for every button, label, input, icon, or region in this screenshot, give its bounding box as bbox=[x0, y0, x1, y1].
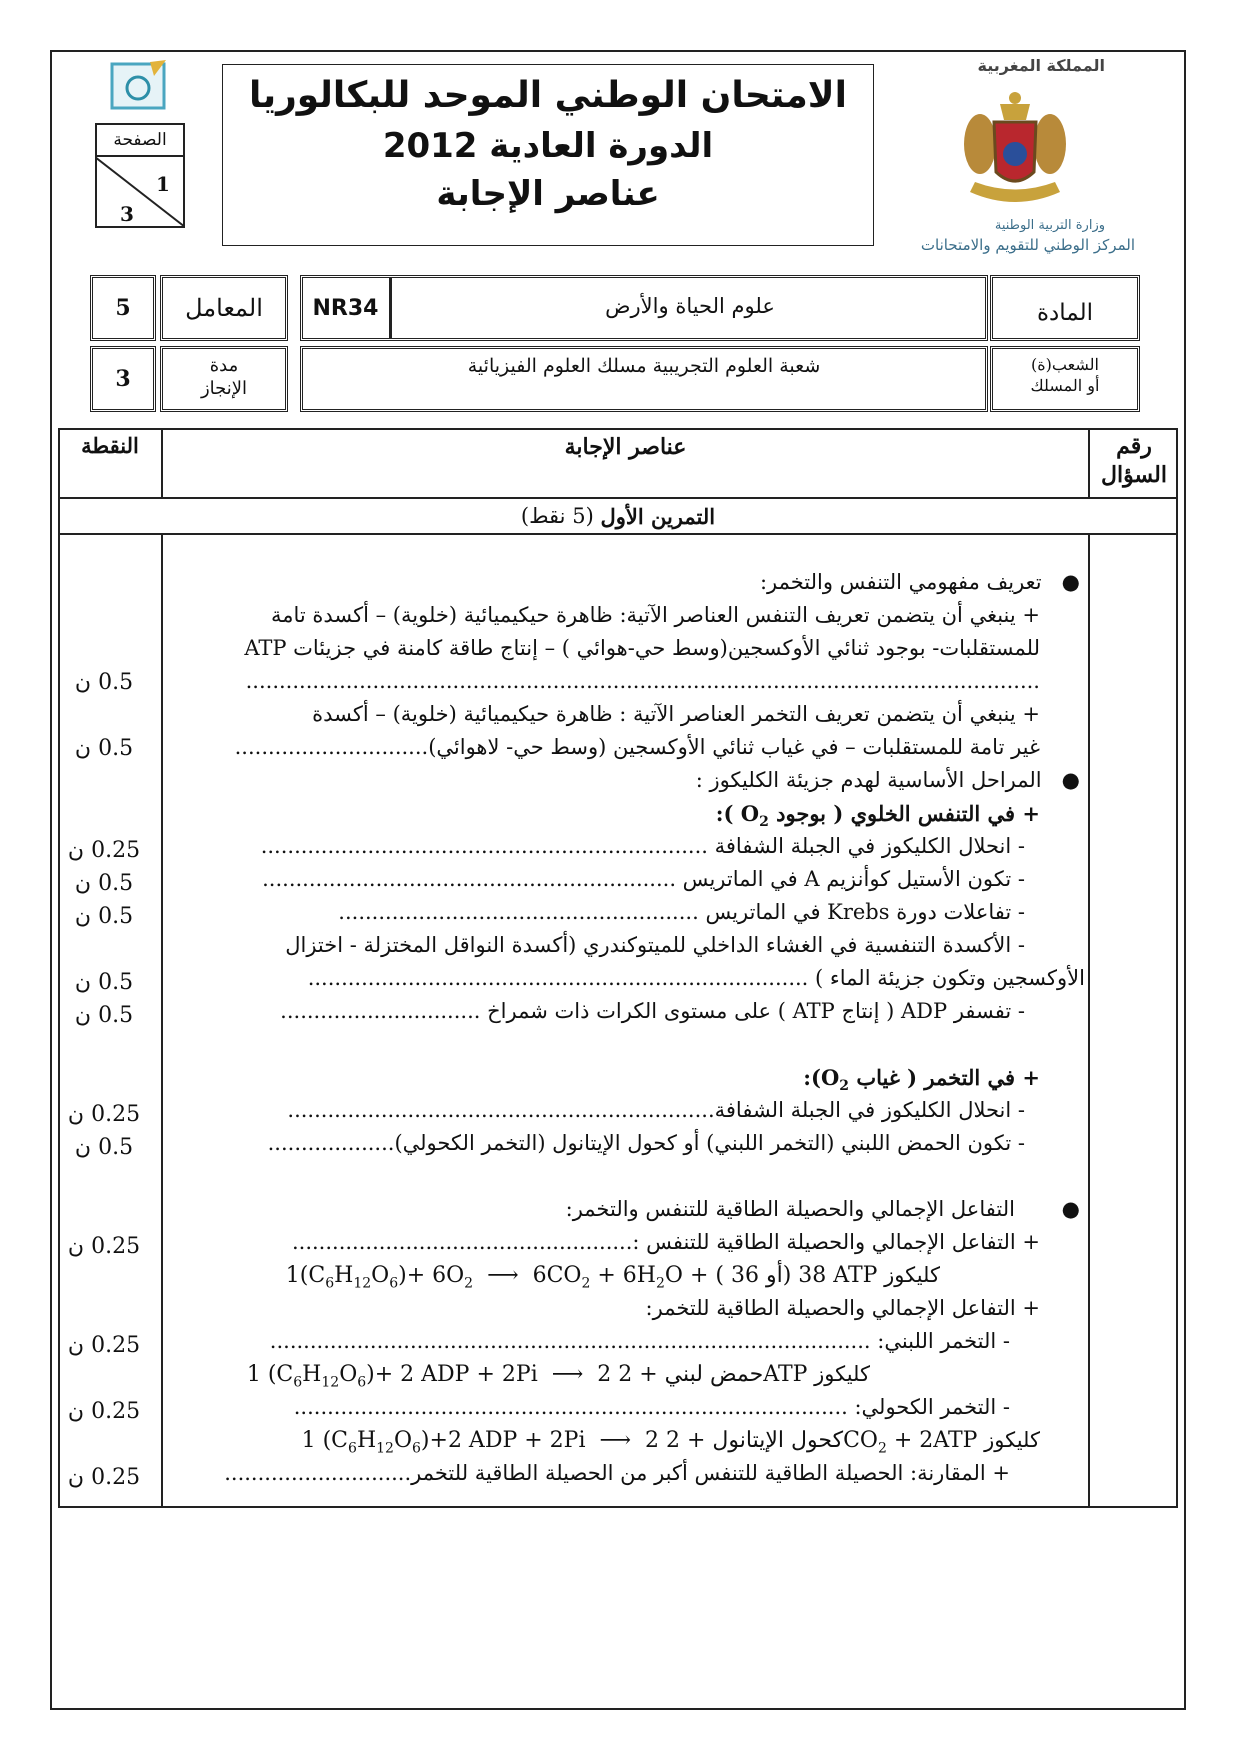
answer-content bbox=[80, 560, 1085, 1510]
coat-of-arms-icon bbox=[950, 82, 1080, 212]
page-total: 3 bbox=[120, 202, 134, 226]
line-19: - تكون الحمض اللبني (التخمر اللبني) أو كحول الإيتانول (التخمر الكحولي)................... bbox=[267, 1131, 1025, 1155]
page-diagonal bbox=[95, 157, 185, 229]
center-logo-icon bbox=[110, 58, 170, 112]
page-label: الصفحة bbox=[95, 125, 185, 157]
coef-value: 5 bbox=[90, 275, 156, 341]
branch-label bbox=[990, 346, 1140, 412]
bullet-dot-2: ● bbox=[1041, 768, 1080, 792]
score-11: 0.25 ن bbox=[67, 1399, 141, 1424]
title-line-1: الامتحان الوطني الموحد للبكالوريا bbox=[249, 75, 847, 116]
duration-label bbox=[160, 346, 288, 412]
line-27: - التخمر الكحولي: ................................................................................... bbox=[293, 1395, 1010, 1419]
equation-alcoholic bbox=[40, 1428, 1080, 1456]
score-7: 0.25 ن bbox=[67, 1102, 141, 1127]
line-16-sub: 2 bbox=[839, 1078, 850, 1095]
line-6: المراحل الأساسية لهدم جزيئة الكليكوز : bbox=[695, 768, 1042, 792]
exam-title-box bbox=[222, 64, 874, 246]
branch-value: شعبة العلوم التجريبية مسلك العلوم الفيزيائية bbox=[300, 346, 988, 412]
score-1: 0.5 ن bbox=[74, 736, 134, 761]
score-0: 0.5 ن bbox=[74, 670, 134, 695]
line-13: - الأكسدة التنفسية في الغشاء الداخلي للميتوكندري (أكسدة النواقل المختزلة - اختزال bbox=[285, 933, 1025, 957]
score-5: 0.5 ن bbox=[74, 970, 134, 995]
col-header-question-line1: رقم bbox=[1116, 433, 1152, 459]
score-9: 0.25 ن bbox=[67, 1234, 141, 1259]
line-bullet-reactions bbox=[80, 1197, 1080, 1221]
line-0: تعريف مفهومي التنفس والتخمر: bbox=[759, 570, 1042, 594]
eq3-formula: 1 $(C_6H_{12}O_6)+2$ ADP + 2Pi ⟶ 2 كحول الإيتانول + $2CO_2 + 2ATP$ bbox=[301, 1428, 978, 1457]
score-8: 0.5 ن bbox=[74, 1135, 134, 1160]
line-3: ....................................................................................................................... bbox=[245, 669, 1040, 693]
kingdom-name: المملكة المغربية bbox=[977, 56, 1105, 75]
line-5: غير تامة للمستقلبات – في غياب ثنائي الأوكسجين (وسط حي- لاهوائي)............................. bbox=[234, 735, 1040, 759]
line-fermentation-heading bbox=[40, 1065, 1080, 1094]
center-logo bbox=[110, 58, 170, 112]
line-1: + ينبغي أن يتضمن تعريف التنفس العناصر الآتية: ظاهرة حيكيميائية (خلوية) – أكسدة تامة bbox=[270, 603, 1040, 627]
line-7-sub: 2 bbox=[759, 814, 769, 831]
subject-value: علوم الحياة والأرض bbox=[605, 294, 775, 318]
line-25: - التخمر اللبني: .......................................................................................... bbox=[269, 1329, 1010, 1353]
ministry-name: وزارة التربية الوطنية bbox=[994, 218, 1105, 233]
coef-label: المعامل bbox=[160, 275, 288, 341]
line-29: + المقارنة: الحصيلة الطاقية للتنفس أكبر من الحصيلة الطاقية للتخمر............................ bbox=[224, 1461, 1010, 1485]
equation-lactic bbox=[0, 1362, 1080, 1390]
line-14: الأوكسجين وتكون جزيئة الماء ) ........................................................................... bbox=[307, 966, 1085, 990]
subject-label: المادة bbox=[990, 275, 1140, 341]
line-10: - انحلال الكليكوز في الجبلة الشفافة ................................................................... bbox=[260, 834, 1025, 858]
branch-label-line2: أو المسلك bbox=[1030, 375, 1100, 395]
eq1-glucose: كليكوز bbox=[884, 1263, 940, 1287]
table-row-line-2 bbox=[58, 533, 1178, 535]
exercise-title bbox=[60, 499, 1176, 533]
line-2: للمستقلبات- بوجود ثنائي الأوكسجين(وسط حي-هوائي ) – إنتاج طاقة كامنة في جزيئات ATP bbox=[244, 636, 1040, 660]
score-2: 0.25 ن bbox=[67, 838, 141, 863]
exercise-title-text: التمرين الأول bbox=[600, 503, 716, 529]
line-comparison bbox=[10, 1461, 1080, 1485]
line-4: + ينبغي أن يتضمن تعريف التخمر العناصر الآتية : ظاهرة حيكيميائية (خلوية) – أكسدة bbox=[312, 702, 1040, 726]
page-current: 1 bbox=[156, 172, 170, 196]
line-15: - تفسفر ADP ( إنتاج ATP ) على مستوى الكرات ذات شمراخ .............................. bbox=[280, 999, 1025, 1023]
score-12: 0.25 ن bbox=[67, 1465, 141, 1490]
coat-of-arms bbox=[950, 82, 1080, 212]
eq3-glucose: كليكوز bbox=[984, 1428, 1040, 1452]
line-12: - تفاعلات دورة Krebs في الماتريس ...................................................... bbox=[338, 900, 1025, 924]
line-20: التفاعل الإجمالي والحصيلة الطاقية للتنفس والتخمر: bbox=[565, 1197, 1015, 1221]
score-4: 0.5 ن bbox=[74, 904, 134, 929]
line-7-end: ): bbox=[715, 801, 741, 826]
duration-value: 3 bbox=[90, 346, 156, 412]
line-bullet-stages bbox=[80, 768, 1080, 792]
line-24: + التفاعل الإجمالي والحصيلة الطاقية للتخمر: bbox=[645, 1296, 1040, 1320]
score-3: 0.5 ن bbox=[74, 871, 134, 896]
duration-label-line2: الإنجاز bbox=[200, 377, 248, 399]
line-18: - انحلال الكليكوز في الجبلة الشفافة................................................................ bbox=[287, 1098, 1025, 1122]
duration-label-line1: مدة bbox=[209, 355, 239, 376]
line-7: + في التنفس الخلوي ( بوجود O bbox=[740, 801, 1040, 826]
col-header-score: النقطة bbox=[81, 432, 139, 458]
bullet-dot-3: ● bbox=[1014, 1197, 1080, 1221]
bullet-dot-1: ● bbox=[1041, 570, 1080, 594]
eq2-formula: 1 $(C_6H_{12}O_6)+ 2$ ADP + 2Pi ⟶ 2 حمض لبني + 2ATP bbox=[246, 1362, 808, 1391]
line-11: - تكون الأستيل كوأنزيم A في الماتريس .............................................................. bbox=[262, 867, 1025, 891]
score-6: 0.5 ن bbox=[74, 1003, 134, 1028]
eq1-formula: $1(C_6H_{12}O_6)+ 6O_2$ ⟶ $6CO_2 + 6H_2O$ + ( 36 أو) 38 ATP bbox=[285, 1263, 878, 1292]
center-name: المركز الوطني للتقويم والامتحانات bbox=[920, 236, 1135, 254]
col-header-question-line2: السؤال bbox=[1101, 461, 1167, 488]
line-16: + في التخمر ( غياب O bbox=[820, 1065, 1040, 1090]
line-bullet-definitions bbox=[80, 570, 1080, 594]
branch-label-line1: الشعب(ة) bbox=[1031, 355, 1099, 374]
subject-code: NR34 bbox=[302, 277, 392, 339]
table-col-line-right-2 bbox=[1088, 533, 1090, 1508]
score-10: 0.25 ن bbox=[67, 1333, 141, 1358]
line-16-end: ): bbox=[803, 1065, 821, 1090]
line-21: + التفاعل الإجمالي والحصيلة الطاقية للتنفس :................................................... bbox=[291, 1230, 1040, 1254]
col-header-question bbox=[1090, 432, 1178, 489]
eq2-glucose: كليكوز bbox=[814, 1362, 870, 1386]
col-header-answers: عناصر الإجابة bbox=[564, 434, 687, 460]
line-respiration-heading bbox=[40, 801, 1080, 830]
title-line-2: الدورة العادية 2012 bbox=[382, 125, 714, 166]
exercise-points: (5 نقط) bbox=[520, 504, 594, 528]
equation-respiration bbox=[0, 1263, 1080, 1291]
title-line-3: عناصر الإجابة bbox=[436, 173, 660, 214]
